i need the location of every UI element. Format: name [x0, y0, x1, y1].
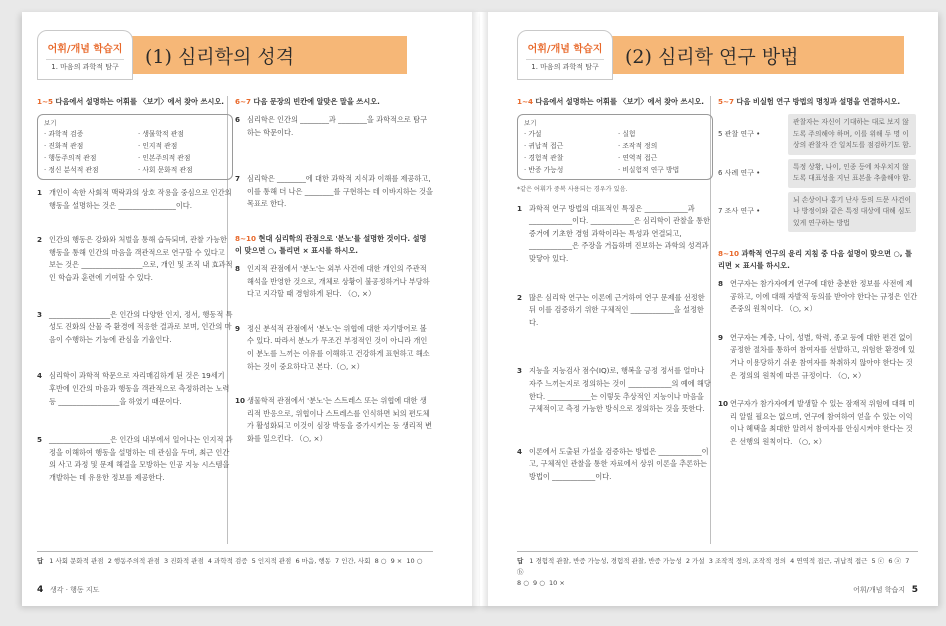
example-item: · 경험적 관찰 — [524, 154, 564, 162]
page-number: 5 — [911, 585, 918, 595]
title-bar — [129, 36, 407, 74]
example-box-label: 보기 — [44, 119, 57, 127]
question: 3 _________________은 인간의 다양한 인지, 정서, 행동적 특성도 진화의 산물 즉 환경에 적응한 결과로 보며, 인간의 마음이 수행하는 기능에 관심을 기울인다. — [37, 309, 233, 344]
instruction: 1~5 다음에서 설명하는 어휘를 〈보기〉에서 찾아 쓰시오. — [37, 97, 225, 106]
right-page — [480, 12, 938, 606]
page-footer — [853, 585, 918, 595]
example-item: · 행동주의적 관점 — [44, 154, 97, 162]
question: 9 정신 분석적 관점에서 '분노'는 위협에 대한 자기방어로 볼 수 있다. 따라서 분노가 무조건 부정적인 것이 아니라 개인이 분노를 느끼는 이유를 이해하고 건강하게 표현하고 해소하는 것이 중요하다고 본다.（○, ×） — [235, 323, 430, 371]
question: 5 _________________은 인간의 내부에서 일어나는 인지적 과정을 이해하여 행동을 설명하는 데 관심을 두며, 최근 인간의 사고 과정 및 문제 해결을 모방하는 인공 지능 시스템을 개발하는 데 유용한 정보를 제공한다. — [37, 435, 233, 482]
example-item: · 연역적 접근 — [618, 154, 658, 162]
match-row — [718, 192, 918, 233]
answer-key: 답 1 경험적 관찰, 반증 가능성, 경험적 관찰, 반증 가능성 2 가설 3 조작적 정의, 조작적 정의 4 연역적 접근, 귀납적 접근 5 ⓒ 6 ⓐ 7 ⓑ 8 ○ 9 ○ 10 × — [517, 557, 910, 587]
title-bar — [609, 36, 904, 74]
match-row — [718, 159, 918, 188]
right-column-2 — [718, 96, 918, 459]
question: 10 연구자가 참가자에게 발생할 수 있는 잠재적 위험에 대해 미리 알릴 필요는 없으며, 연구에 참여하여 얻을 수 있는 이익이나 혜택을 최대한 알려서 참여자를 안심시켜야 한다는 것은 선행의 원칙이다. （○, ×） — [718, 399, 915, 446]
match-label: 5 관찰 연구 • — [718, 129, 761, 138]
instruction: 8~10 현대 심리학의 관점으로 '분노'를 설명한 것이다. 설명이 맞으면 ○, 틀리면 × 표시를 하시오. — [235, 233, 427, 255]
instruction: 1~4 다음에서 설명하는 어휘를 〈보기〉에서 찾아 쓰시오. — [517, 97, 705, 106]
question: 4 이론에서 도출된 가설을 검증하는 방법은 ____________이고, 구체적인 관찰을 통한 자료에서 상위 이론을 추론하는 방법이 ____________이다. — [517, 446, 709, 481]
question: 4 심리학이 과학적 학문으로 자리매김하게 된 것은 19세기 후반에 인간의 마음과 행동을 객관적으로 측정하려는 노력 등 _________________을 하였기 때문이다. — [37, 371, 230, 406]
example-item: · 반증 가능성 — [524, 166, 564, 174]
example-item: · 귀납적 접근 — [524, 142, 564, 150]
question: 7 심리학은 ________에 대한 과학적 지식과 이해를 제공하고, 이를 통해 더 나은 ________를 구현하는 데 이바지하는 것을 목표로 한다. — [235, 174, 433, 209]
matching-exercise — [718, 114, 918, 232]
question: 1 과학적 연구 방법의 대표적인 특징은 ____________과 ____________이다. ____________은 심리학이 관찰을 통한 증거에 기초한 경험 과학이라는 특성과 연결되고, ____________은 주장을 거듭하며 진보하는 과학의 성격과 맞닿아 있다. — [517, 203, 710, 263]
question: 10 생물학적 관점에서 '분노'는 스트레스 또는 위협에 대한 생리적 반응으로, 위협이나 스트레스를 인식하면 뇌의 편도체가 활성화되고 이것이 심장 박동을 증가시키는 등 생리적 변화를 일으킨다. （○, ×） — [235, 396, 432, 443]
left-page — [22, 12, 480, 606]
match-label: 6 사례 연구 • — [718, 168, 761, 177]
subtitle-label: 1. 마음의 과학적 탐구 — [51, 63, 119, 71]
example-item: · 조작적 정의 — [618, 142, 658, 150]
category-label: 어휘/개념 학습지 — [47, 44, 123, 55]
section-header — [37, 30, 407, 80]
page-number: 4 — [37, 585, 44, 595]
left-column-1 — [37, 96, 233, 495]
page-title: (1) 심리학의 성격 — [145, 46, 295, 68]
example-item: · 정신 분석적 관점 — [44, 166, 99, 174]
question: 6 심리학은 인간의 ________과 ________을 과학적으로 탐구하는 학문이다. — [235, 115, 428, 137]
question: 9 연구자는 계층, 나이, 성별, 학력, 종교 등에 대한 편견 없이 공정한 절차를 통하여 참여자를 선발하고, 위험한 환경에 있거나 이용당하기 쉬운 참여자를 착취하지 않아야 한다는 것은 정의의 원칙에 따른 규정이다. （○, ×） — [718, 332, 915, 380]
match-row — [718, 114, 918, 155]
answer-key: 답 1 사회 문화적 관점 2 행동주의적 관점 3 진화적 관점 4 과학적 검증 5 인지적 관점 6 마음, 행동 7 인간, 사회 8 ○ 9 × 10 ○ — [37, 557, 423, 565]
question: 8 연구자는 참가자에게 연구에 대한 충분한 정보를 사전에 제공하고, 이에 대해 자발적 동의를 받아야 한다는 규정은 인간 존중의 원칙이다. （○, ×） — [718, 279, 918, 314]
category-tag — [517, 30, 613, 80]
section-header — [517, 30, 904, 80]
question: 2 많은 심리학 연구는 이론에 근거하여 연구 문제를 선정한 뒤 이를 검증하기 위한 구체적인 ____________을 설정한다. — [517, 292, 705, 327]
match-description: 특정 상황, 나이, 인종 등에 차우치지 않도록 대표성을 지닌 표본을 추출해야 함. — [788, 159, 916, 188]
example-item: · 가설 — [524, 130, 542, 138]
match-description: 뇌 손상이나 홍기 난사 등의 드문 사건이나 방정이와 같은 특정 대상에 대해 심도 있게 연구하는 방법 — [788, 192, 916, 233]
subtitle-label: 1. 마음의 과학적 탐구 — [531, 63, 599, 71]
page-footer — [37, 585, 99, 595]
category-label: 어휘/개념 학습지 — [527, 44, 603, 55]
right-column-1 — [517, 96, 713, 494]
instruction: 8~10 과학적 연구의 윤리 지침 중 다음 설명이 맞으면 ○, 틀리면 × 표시를 하시오. — [718, 249, 912, 270]
question: 2 인간의 행동은 강화와 처벌을 통해 습득되며, 관찰 가능한 행동을 통해 인간의 마음을 객관적으로 연구할 수 있다고 보는 것은 _________________으로, 개인 및 조직 내 효과적인 학습과 훈련에 기여할 수 있다. — [37, 235, 233, 282]
example-box-label: 보기 — [524, 119, 537, 127]
question: 3 지능을 지능검사 점수(IQ)로, 행복을 긍정 정서를 얼마나 자주 느끼는지로 정의하는 것이 ____________의 예에 해당한다. ____________는 이렇듯 추상적인 지능이나 마음을 구체적이고 측정 가능한 방식으로 정의하는 것을 뜻한다. — [517, 366, 711, 414]
left-column-2 — [235, 96, 433, 456]
example-item: · 비실험적 연구 방법 — [618, 166, 680, 174]
example-item: · 인지적 관점 — [138, 142, 178, 150]
category-tag — [37, 30, 133, 80]
example-item: · 과학적 검증 — [44, 130, 84, 138]
example-item: · 실험 — [618, 130, 636, 138]
match-description: 관찰자는 자신이 기대하는 대로 보지 않도록 주의해야 하며, 이를 위해 두 명 이상의 관찰자 간 일치도를 점검하기도 함. — [788, 114, 916, 155]
question: 8 인지적 관점에서 '분노'는 외부 사건에 대한 개인의 주관적 해석을 반영한 것으로, 개체로 상황이 불공정하거나 부당하다고 지각할 때 경험하게 된다. （○, ×） — [235, 263, 430, 299]
instruction: 6~7 다음 문장의 빈칸에 알맞은 말을 쓰시오. — [235, 97, 380, 106]
question: 1 개인이 속한 사회적 맥락과의 상호 작용을 중심으로 인간의 행동을 설명하는 것은 ________________이다. — [37, 188, 232, 210]
footer-text: 생각 · 행동 지도 — [49, 586, 100, 594]
example-item: · 생물학적 관점 — [138, 130, 184, 138]
example-item: · 진화적 관점 — [44, 142, 84, 150]
note: *같은 어휘가 중복 사용되는 경우가 있음. — [517, 186, 628, 193]
example-item: · 사회 문화적 관점 — [138, 166, 193, 174]
match-label: 7 조사 연구 • — [718, 207, 761, 216]
page-title: (2) 심리학 연구 방법 — [625, 46, 799, 68]
footer-text: 어휘/개념 학습지 — [853, 586, 906, 594]
instruction: 5~7 다음 비실험 연구 방법의 명칭과 설명을 연결하시오. — [718, 97, 901, 106]
example-box — [517, 114, 713, 180]
example-item: · 인본주의적 관점 — [138, 154, 191, 162]
example-box — [37, 114, 233, 180]
